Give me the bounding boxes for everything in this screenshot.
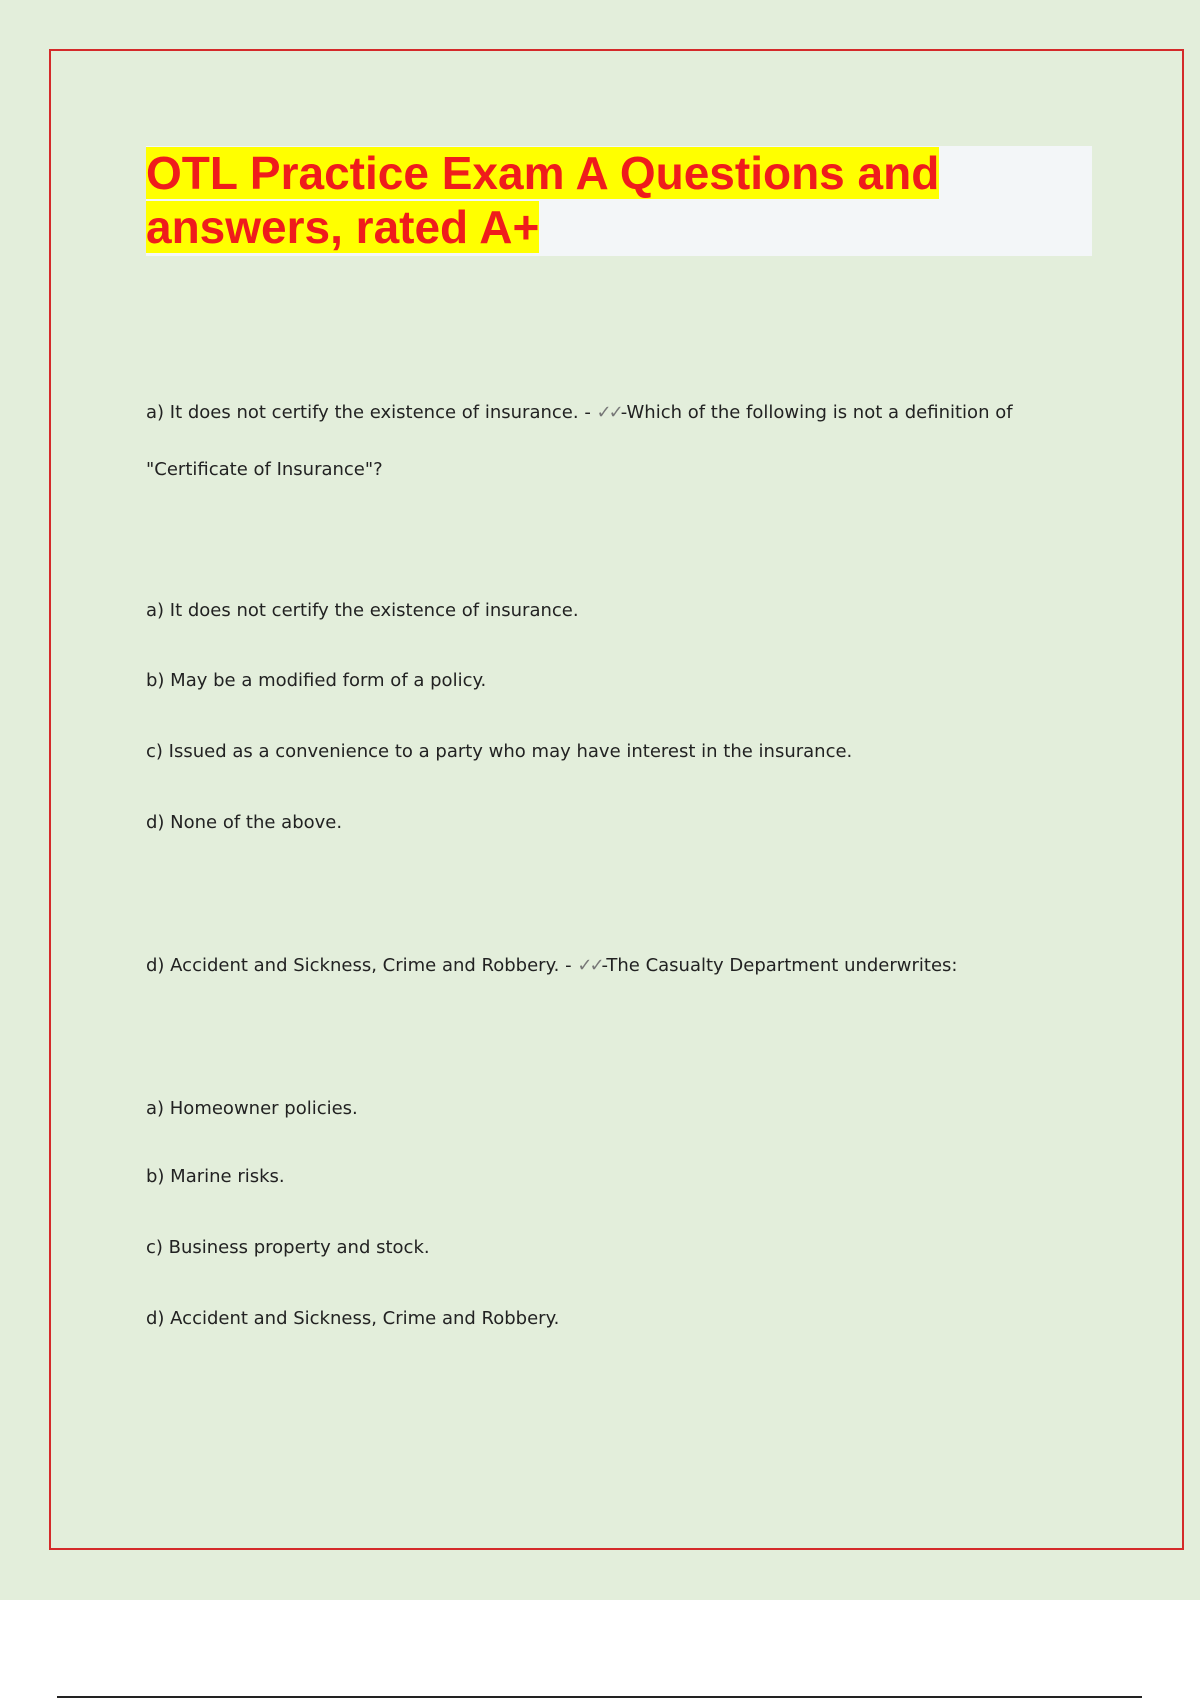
question-2-line	[146, 954, 957, 978]
double-check-icon: ✓✓	[577, 955, 602, 976]
question-2-option-c: c) Business property and stock.	[146, 1237, 430, 1258]
question-2-prompt: -The Casualty Department underwrites:	[601, 955, 958, 976]
question-1-answer: a) It does not certify the existence of insurance.	[146, 402, 579, 423]
question-1-line	[146, 401, 1013, 425]
question-2-option-a: a) Homeowner policies.	[146, 1098, 358, 1119]
title-highlight: OTL Practice Exam A Questions and answers, rated A+	[146, 147, 940, 253]
footer-rule	[57, 1696, 1142, 1698]
question-1-option-d: d) None of the above.	[146, 812, 343, 833]
question-2-option-b: b) Marine risks.	[146, 1166, 285, 1187]
question-1-prompt-continued: "Certificate of Insurance"?	[146, 459, 383, 480]
question-1-prompt: -Which of the following is not a definition of	[620, 402, 1013, 423]
question-2-option-d: d) Accident and Sickness, Crime and Robbery.	[146, 1308, 560, 1329]
question-1-option-b: b) May be a modified form of a policy.	[146, 670, 487, 691]
question-1-separator: -	[578, 402, 597, 423]
title-block	[146, 146, 1092, 256]
question-1-option-a: a) It does not certify the existence of insurance.	[146, 600, 579, 621]
question-2-answer: d) Accident and Sickness, Crime and Robbery.	[146, 955, 560, 976]
question-1-option-c: c) Issued as a convenience to a party who may have interest in the insurance.	[146, 741, 853, 762]
double-check-icon: ✓✓	[596, 402, 621, 423]
document-title	[146, 146, 1006, 254]
question-2-separator: -	[559, 955, 578, 976]
